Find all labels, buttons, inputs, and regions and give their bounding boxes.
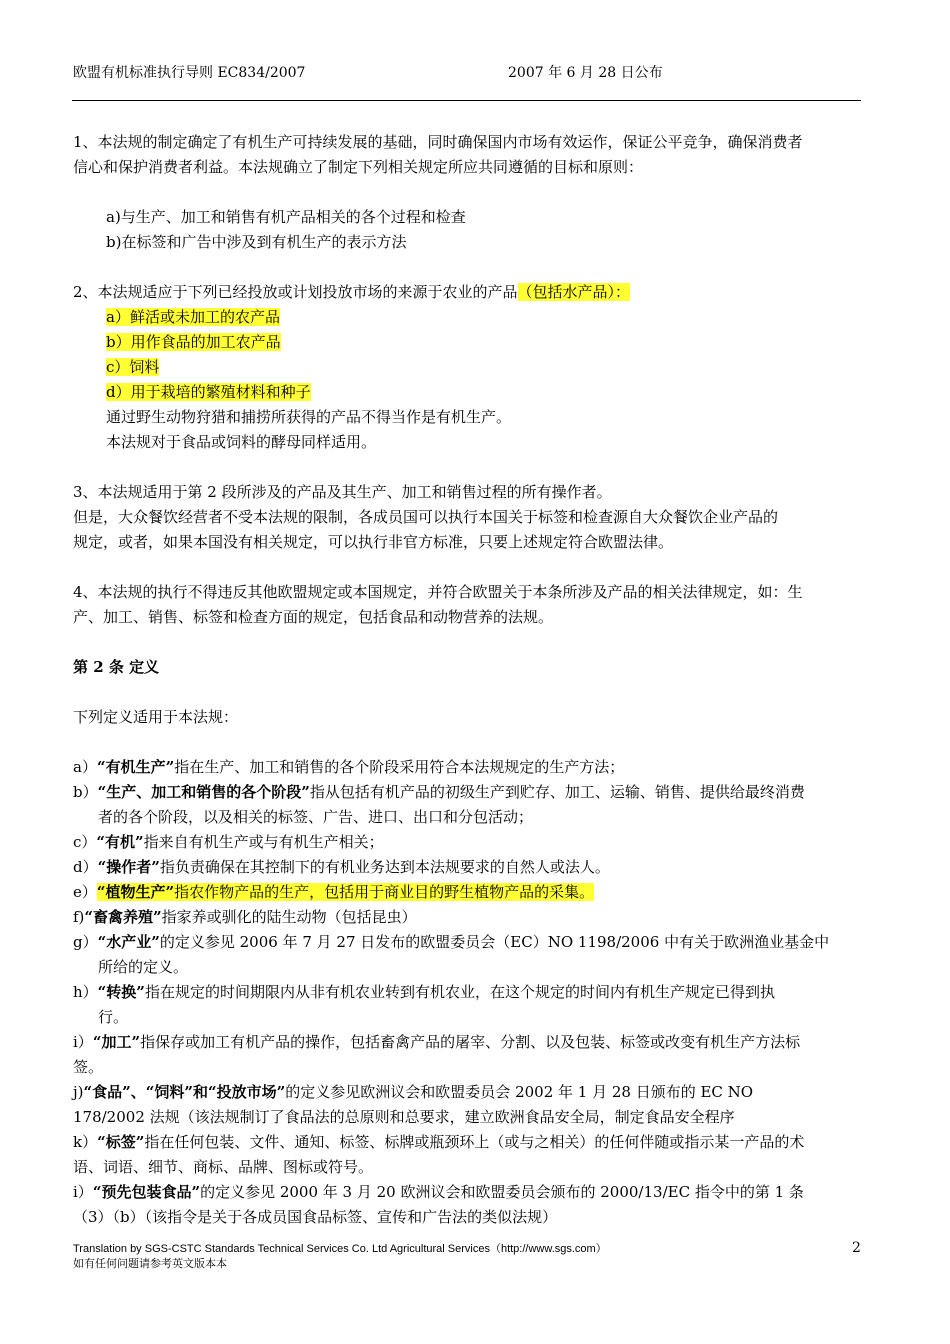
article-2-title: 第 2 条 定义 [73, 658, 160, 676]
item-a-text: a）鲜活或未加工的农产品 [106, 308, 280, 326]
def-k-text: 指在任何包装、文件、通知、标签、标牌或瓶颈环上（或与之相关）的任何伴随或指示某一产品的术 [144, 1133, 805, 1151]
def-a-term: “有机生产” [96, 758, 175, 776]
footer-translation: Translation by SGS-CSTC Standards Technical Services Co. Ltd Agricultural Services（http://www.sgs.com） [73, 1243, 607, 1255]
def-g-prefix: g） [73, 933, 98, 951]
footer-note: 如有任何问题请参考英文版本本 [73, 1257, 227, 1270]
definition-a [73, 757, 624, 777]
def-i-prefix: i） [73, 1033, 93, 1051]
definition-h [73, 982, 775, 1002]
def-l-prefix: i） [73, 1183, 93, 1201]
def-l-text: 的定义参见 2000 年 3 月 20 欧洲议会和欧盟委员会颁布的 2000/13/EC 指令中的第 1 条 [200, 1183, 804, 1201]
def-h-term: “转换” [97, 983, 145, 1001]
item-c-text: c）饲料 [106, 358, 160, 376]
paragraph-2-item-b [106, 332, 281, 352]
item-b-text: b）用作食品的加工农产品 [106, 333, 281, 351]
definition-d [73, 857, 610, 877]
def-k-term: “标签” [97, 1133, 145, 1151]
item-d-text: d）用于栽培的繁殖材料和种子 [106, 383, 311, 401]
def-i-text: 指保存或加工有机产品的操作，包括畜禽产品的屠宰、分割、以及包装、标签或改变有机生产方法标 [140, 1033, 801, 1051]
def-f-prefix: f) [73, 908, 85, 926]
paragraph-4-line-2: 产、加工、销售、标签和检查方面的规定，包括食品和动物营养的法规。 [73, 608, 554, 626]
paragraph-3-line-1: 3、本法规适用于第 2 段所涉及的产品及其生产、加工和销售过程的所有操作者。 [73, 483, 612, 501]
paragraph-1-item-b: b)在标签和广告中涉及到有机生产的表示方法 [106, 233, 407, 251]
paragraph-2-text: 2、本法规适应于下列已经投放或计划投放市场的来源于农业的产品 [73, 283, 518, 301]
def-e-prefix: e） [73, 883, 97, 901]
definition-b [73, 782, 805, 802]
paragraph-3-line-2: 但是，大众餐饮经营者不受本法规的限制，各成员国可以执行本国关于标签和检查源自大众餐饮企业产品的 [73, 508, 779, 526]
def-c-prefix: c） [73, 833, 97, 851]
definition-j-line-2: 178/2002 法规（该法规制订了食品法的总原则和总要求，建立欧洲食品安全局，制定食品安全程序 [73, 1108, 735, 1126]
def-c-text: 指来自有机生产或与有机生产相关； [143, 833, 384, 851]
definition-f [73, 907, 417, 927]
def-j-text: 的定义参见欧洲议会和欧盟委员会 2002 年 1 月 28 日颁布的 EC NO [285, 1083, 754, 1101]
def-d-text: 指负责确保在其控制下的有机业务达到本法规要求的自然人或法人。 [159, 858, 610, 876]
def-h-prefix: h） [73, 983, 98, 1001]
paragraph-2-item-a [106, 307, 280, 327]
header-rule [72, 100, 861, 101]
definition-k-line-2: 语、词语、细节、商标、品牌、图标或符号。 [73, 1158, 374, 1176]
header-date: 2007 年 6 月 28 日公布 [508, 65, 663, 81]
def-j-prefix: j) [73, 1083, 84, 1101]
definition-g [73, 932, 829, 952]
definition-l [73, 1182, 804, 1202]
paragraph-2-note-2: 本法规对于食品或饲料的酵母同样适用。 [106, 433, 377, 451]
header-title: 欧盟有机标准执行导则 EC834/2007 [73, 65, 306, 81]
def-a-prefix: a） [73, 758, 97, 776]
def-b-term: “生产、加工和销售的各个阶段” [97, 783, 310, 801]
def-d-prefix: d） [73, 858, 98, 876]
definition-j [73, 1082, 753, 1102]
def-e-text: 指农作物产品的生产，包括用于商业目的野生植物产品的采集。 [174, 883, 595, 901]
article-2-intro: 下列定义适用于本法规： [73, 708, 239, 726]
definition-g-line-2: 所给的定义。 [98, 958, 189, 976]
definition-h-line-2: 行。 [98, 1008, 129, 1026]
definition-c [73, 832, 384, 852]
def-f-term: “畜禽养殖” [84, 908, 162, 926]
definition-i [73, 1032, 800, 1052]
paragraph-3-line-3: 规定，或者，如果本国没有相关规定，可以执行非官方标准，只要上述规定符合欧盟法律。 [73, 533, 674, 551]
definition-b-line-2: 者的各个阶段，以及相关的标签、广告、进口、出口和分包活动； [98, 808, 534, 826]
paragraph-2-highlight: （包括水产品）： [517, 283, 631, 301]
def-b-prefix: b） [73, 783, 98, 801]
def-c-term: “有机” [96, 833, 144, 851]
paragraph-1-item-a: a)与生产、加工和销售有机产品相关的各个过程和检查 [106, 208, 466, 226]
page-number: 2 [852, 1240, 861, 1256]
paragraph-4-line-1: 4、本法规的执行不得违反其他欧盟规定或本国规定，并符合欧盟关于本条所涉及产品的相关法律规定，如：生 [73, 583, 803, 601]
definition-e [73, 882, 594, 902]
paragraph-1-line-2: 信心和保护消费者利益。本法规确立了制定下列相关规定所应共同遵循的目标和原则： [73, 158, 644, 176]
def-j-term: “食品”、“饲料”和“投放市场” [83, 1083, 286, 1101]
def-l-term: “预先包装食品” [92, 1183, 201, 1201]
definition-i-line-2: 签。 [73, 1058, 104, 1076]
definition-k [73, 1132, 804, 1152]
definition-l-line-2: （3）（b）（该指令是关于各成员国食品标签、宣传和广告法的类似法规） [73, 1208, 558, 1226]
def-i-term: “加工” [92, 1033, 141, 1051]
def-g-text: 的定义参见 2006 年 7 月 27 日发布的欧盟委员会（EC）NO 1198/2006 中有关于欧洲渔业基金中 [159, 933, 830, 951]
paragraph-2-item-d [106, 382, 311, 402]
paragraph-1-line-1: 1、本法规的制定确定了有机生产可持续发展的基础，同时确保国内市场有效运作，保证公平竞争，确保消费者 [73, 133, 803, 151]
paragraph-2-note-1: 通过野生动物狩猎和捕捞所获得的产品不得当作是有机生产。 [106, 408, 512, 426]
def-g-term: “水产业” [97, 933, 160, 951]
paragraph-2-item-c [106, 357, 159, 377]
def-a-text: 指在生产、加工和销售的各个阶段采用符合本法规规定的生产方法； [174, 758, 625, 776]
paragraph-2-line-1 [73, 282, 630, 302]
def-e-term: “植物生产” [96, 883, 175, 901]
def-f-text: 指家养或驯化的陆生动物（包括昆虫） [161, 908, 417, 926]
def-d-term: “操作者” [97, 858, 160, 876]
def-h-text: 指在规定的时间期限内从非有机农业转到有机农业，在这个规定的时间内有机生产规定已得到执 [144, 983, 775, 1001]
def-k-prefix: k） [73, 1133, 98, 1151]
def-b-text: 指从包括有机产品的初级生产到贮存、加工、运输、销售、提供给最终消费 [309, 783, 805, 801]
